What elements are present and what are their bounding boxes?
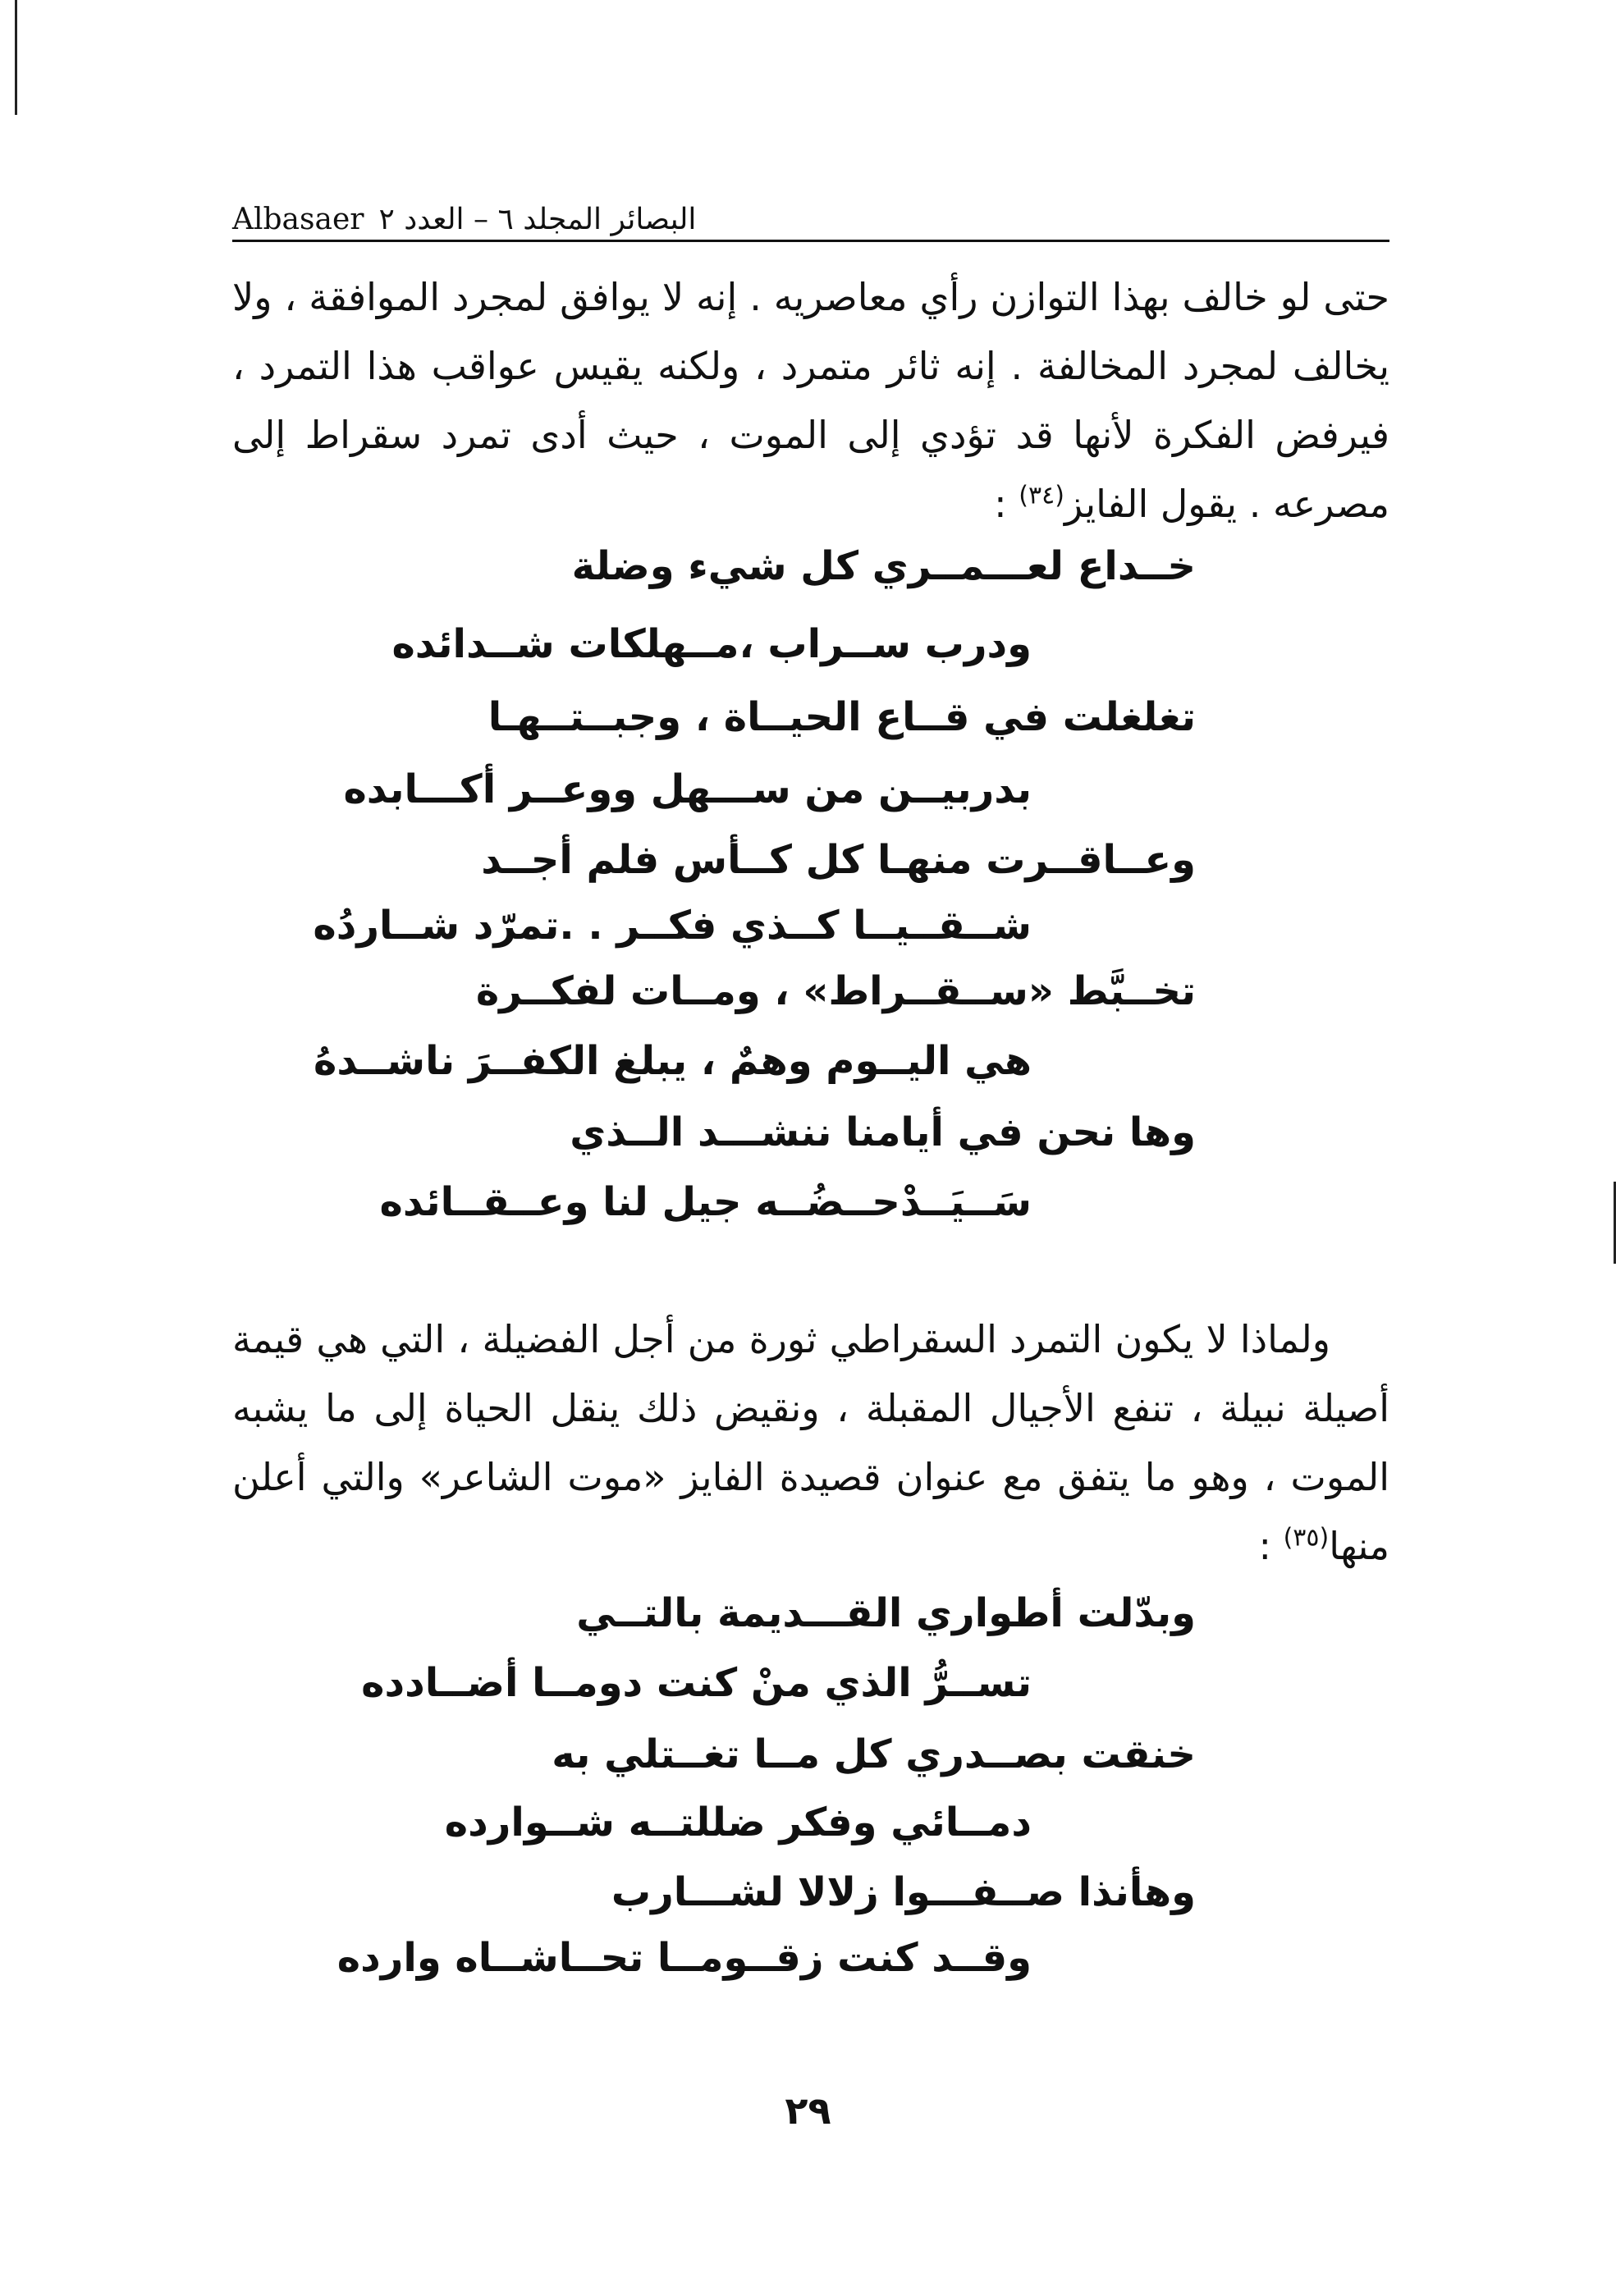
poem-1-line-1: خــداع لعـــمــري كل شيء وضلة xyxy=(571,543,1196,589)
poem-1-line-7: تخــبَّط «ســقــراط» ، ومــات لفكــرة xyxy=(475,968,1196,1014)
poem-1-line-5: وعــاقــرت منهـا كل كــأس فلم أجــد xyxy=(481,837,1196,883)
journal-name-latin: Albasaer xyxy=(232,203,364,236)
poem-1-line-8: هي اليــوم وهمٌ ، يبلغ الكفــرَ ناشــدهُ xyxy=(314,1038,1032,1084)
paragraph-1-colon: : xyxy=(994,482,1019,526)
paragraph-2-text: ولماذا لا يكون التمرد السقراطي ثورة من أجل الفضيلة ، التي هي قيمة أصيلة نبيلة ، تنفع الأجيال المقبلة ، ونقيض ذلك ينقل الحياة إلى ما يشبه الموت ، وهو ما يتفق مع عنوان قصيدة الفايز «موت الشاعر» والتي أعلن منها xyxy=(232,1317,1389,1568)
poem-1-line-9: وها نحن في أيامنا ننشـــد الــذي xyxy=(570,1109,1196,1155)
poem-2-line-4: دمــائي وفكر ضللتــه شــوارده xyxy=(444,1800,1032,1845)
poem-1-line-6: شــقــيــا كــذي فكــر . .تمرّد شــاردُه xyxy=(313,903,1032,949)
paragraph-1-text: حتى لو خالف بهذا التوازن رأي معاصريه . إنه لا يوافق لمجرد الموافقة ، ولا يخالف لمجرد المخالفة . إنه ثائر متمرد ، ولكنه يقيس عواقب هذا التمرد ، فيرفض الفكرة لأنها قد تؤدي إلى الموت ، حيث أدى تمرد سقراط إلى مصرعه . يقول الفايز xyxy=(232,275,1389,526)
footnote-ref-34: (٣٤) xyxy=(1019,481,1064,510)
footnote-ref-35: (٣٥) xyxy=(1283,1523,1330,1553)
journal-name-arabic: البصائر المجلد ٦ – العدد ٢ xyxy=(378,203,697,236)
poem-1-line-10: سَــيَــدْحــضُــه جيل لنا وعــقــائده xyxy=(379,1179,1032,1225)
poem-1-line-2: ودرب ســراب ،مــهلكات شــدائده xyxy=(391,621,1032,667)
poem-2-line-2: تســرُّ الذي منْ كنت دومــا أضــادده xyxy=(361,1660,1032,1706)
page-number: ٢٩ xyxy=(785,2088,831,2133)
poem-2-line-5: وهأنذا صــفـــوا زلالا لشـــارب xyxy=(611,1869,1196,1915)
poem-1-line-4: بدربيــن من ســـهل ووعــر أكـــابده xyxy=(343,766,1032,812)
paragraph-2-colon: : xyxy=(1258,1524,1284,1568)
poem-2-line-6: وقــد كنت زقــومــا تحــاشــاه وارده xyxy=(336,1935,1032,1981)
poem-2-line-3: خنقت بصــدري كل مــا تغــتلي به xyxy=(552,1731,1196,1777)
poem-1-line-3: تغلغلت في قــاع الحيــاة ، وجبــتــهـا xyxy=(488,694,1196,740)
poem-2-line-1: وبدّلت أطواري القـــديمة بالتــي xyxy=(576,1590,1196,1636)
